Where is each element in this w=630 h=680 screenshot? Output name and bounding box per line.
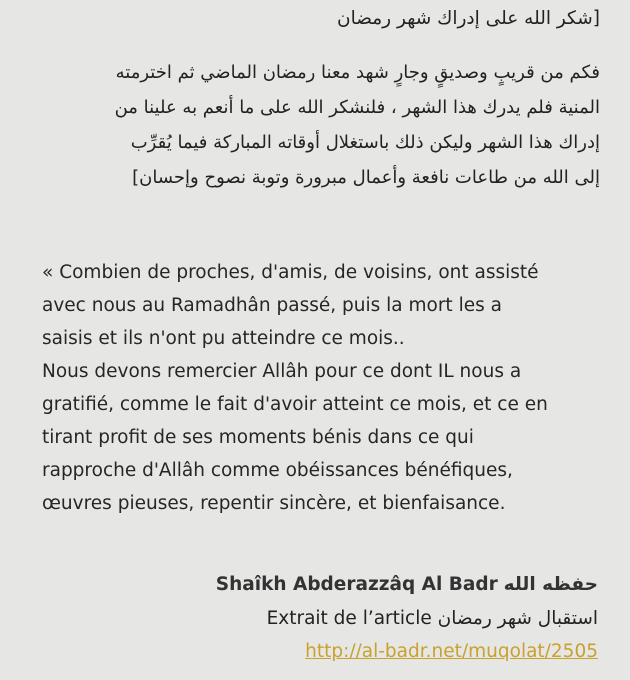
- arabic-line: المنية فلم يدرك هذا الشهر ، فلنشكر الله على ما أنعم به علينا من: [114, 97, 600, 118]
- french-line: saisis et ils n'ont pu atteindre ce mois..: [42, 328, 405, 349]
- article-title: استقبال شهر رمضان: [437, 608, 598, 629]
- french-line: avec nous au Ramadhân passé, puis la mort les a: [42, 295, 502, 316]
- author-signature: [216, 574, 598, 595]
- arabic-line: فكم من قريبٍ وصديقٍ وجارٍ شهد معنا رمضان الماضي ثم اخترمته: [115, 62, 600, 83]
- french-line: gratifié, comme le fait d'avoir atteint ce mois, et ce en: [42, 394, 548, 415]
- arabic-title: [شكر الله على إدراك شهر رمضان: [337, 8, 600, 29]
- author-honorific: حفظه الله: [503, 574, 598, 595]
- article-source: [267, 608, 598, 629]
- arabic-line: إلى الله من طاعات نافعة وأعمال مبرورة وتوبة نصوح وإحسان]: [132, 167, 600, 188]
- author-name: Shaîkh Abderazzâq Al Badr: [215, 574, 498, 595]
- french-line: tirant profit de ses moments bénis dans ce qui: [42, 427, 474, 448]
- french-line: rapproche d'Allâh comme obéissances bénéfiques,: [42, 460, 513, 481]
- arabic-line: إدراك هذا الشهر وليكن ذلك باستغلال أوقاته المباركة فيما يُقرِّب: [130, 132, 600, 153]
- article-link[interactable]: http://al-badr.net/muqolat/2505: [305, 641, 598, 662]
- french-line: Nous devons remercier Allâh pour ce dont IL nous a: [42, 361, 522, 382]
- extract-label: Extrait de l’article: [266, 608, 432, 629]
- french-line: « Combien de proches, d'amis, de voisins, ont assisté: [42, 262, 539, 283]
- french-line: œuvres pieuses, repentir sincère, et bienfaisance.: [42, 493, 506, 514]
